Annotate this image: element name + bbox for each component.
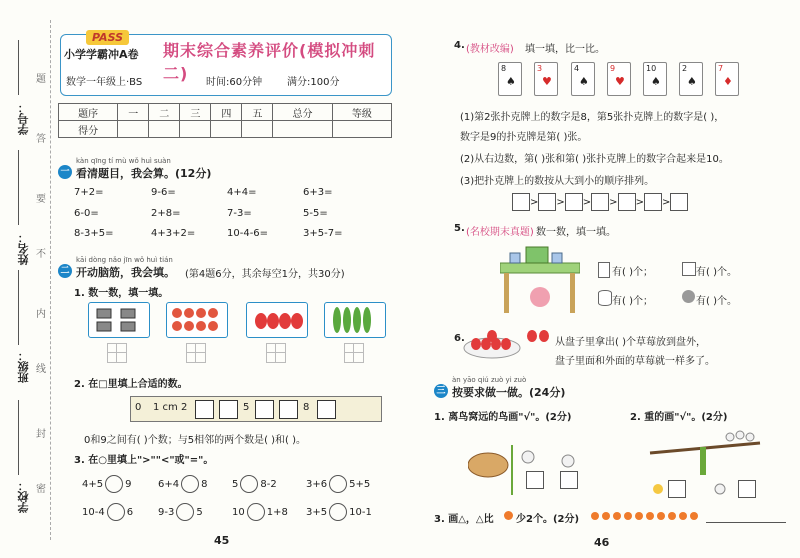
seal-char: 线 (36, 364, 46, 375)
q4-line2: 数字是9的扑克牌是第( )张。 (460, 132, 588, 143)
card-number: 3 (537, 64, 543, 73)
playing-card (715, 62, 739, 96)
ruler-label: 5 (243, 402, 250, 413)
shapes-picture (500, 245, 580, 315)
calc-item: 3+5-7= (303, 228, 343, 239)
sec2-title: 开动脑筋，我会填。 (76, 266, 175, 279)
ruler (130, 396, 382, 422)
ruler-blank[interactable] (219, 400, 238, 419)
score-header: 四 (211, 104, 242, 121)
seal-char: 密 (36, 484, 46, 495)
check-box[interactable] (560, 471, 578, 489)
sec3-q3-b: 少2个。(2分) (516, 514, 580, 525)
playing-card (643, 62, 667, 96)
sec3-q2: 2. 重的画"√"。(2分) (630, 412, 728, 423)
score-header: 三 (180, 104, 211, 121)
beans-picture (324, 302, 386, 338)
grade-label: 数学一年级上·BS (66, 77, 143, 88)
compare-left: 9-3 (158, 507, 175, 518)
card-number: 10 (646, 64, 657, 73)
q4-line3: (2)从右边数，第( )张和第( )张扑克牌上的数字合起来是10。 (460, 154, 729, 165)
q5-row2-a: 有( )个； (612, 296, 653, 307)
card-number: 9 (610, 64, 616, 73)
orange-dots-row (590, 511, 700, 521)
cuboid-icon (598, 262, 610, 278)
score-row-label: 得分 (59, 121, 118, 138)
seal-char: 题 (36, 74, 46, 85)
sec2-badge: 二 (58, 264, 72, 278)
sec1-pinyin: kàn qīng tí mù wǒ huì suàn (76, 157, 171, 165)
name-blank[interactable] (18, 150, 19, 225)
calc-item: 7+2= (74, 187, 104, 198)
strawberries-picture (246, 302, 308, 338)
sec1-badge: 一 (58, 165, 72, 179)
q6-label: 6. (454, 333, 465, 344)
sec3-q1: 1. 离鸟窝远的鸟画"√"。(2分) (434, 412, 572, 423)
school-blank[interactable] (18, 400, 19, 475)
playing-card (607, 62, 631, 96)
playing-card (571, 62, 595, 96)
check-box[interactable] (526, 471, 544, 489)
exam-title: 期末综合素养评价(模拟冲刺二) (163, 41, 376, 83)
q5-row2-b: 有( )个。 (696, 296, 737, 307)
calc-item: 2+8= (151, 208, 181, 219)
q5-tag: (名校期末真题) (466, 227, 534, 238)
spade-icon: ♠ (506, 75, 516, 88)
order-box[interactable] (538, 193, 556, 211)
compare-circle[interactable] (240, 475, 258, 493)
time-label: 时间:60分钟 (206, 77, 263, 88)
compare-left: 10 (232, 507, 245, 518)
answer-grid[interactable] (266, 343, 286, 363)
score-cell[interactable] (273, 121, 332, 138)
playing-card (498, 62, 522, 96)
order-box[interactable] (512, 193, 530, 211)
flower-icon (167, 303, 227, 337)
playing-card (679, 62, 703, 96)
score-table (58, 103, 392, 138)
order-box[interactable] (670, 193, 688, 211)
class-blank[interactable] (18, 270, 19, 345)
q5-row1-b: 有( )个。 (696, 267, 737, 278)
sec3-q3: 3. 画△，△比 (434, 514, 494, 525)
compare-right: 8 (201, 479, 208, 490)
student-id-label: 学号： (17, 102, 30, 135)
diamond-icon: ♦ (723, 75, 733, 88)
q4-text: 填一填，比一比。 (525, 44, 605, 55)
q5-label: 5. (454, 223, 465, 234)
compare-circle[interactable] (329, 475, 347, 493)
card-number: 8 (501, 64, 507, 73)
binding-line (50, 20, 51, 540)
page-number: 46 (594, 536, 610, 549)
score-header: 五 (242, 104, 273, 121)
score-cell[interactable] (211, 121, 242, 138)
order-row: > > > > > > (512, 193, 688, 211)
compare-item (306, 503, 372, 521)
calc-item: 5-5= (303, 208, 328, 219)
sec2-q2-text: 0和9之间有( )个数；与5相邻的两个数是( )和( )。 (84, 435, 307, 446)
compare-circle[interactable] (329, 503, 347, 521)
computers-picture (88, 302, 150, 338)
answer-grid[interactable] (344, 343, 364, 363)
seal-char: 不 (36, 249, 46, 260)
orange-dot-icon (504, 511, 513, 520)
answer-grid[interactable] (107, 343, 127, 363)
score-cell[interactable] (242, 121, 273, 138)
score-header: 一 (118, 104, 149, 121)
compare-right: 6 (126, 507, 134, 518)
page-number: 45 (214, 534, 230, 547)
ruler-blank[interactable] (255, 400, 274, 419)
sec2-q1: 1. 数一数，填一填。 (74, 288, 169, 299)
q4-line1: (1)第2张扑克牌上的数字是8，第5张扑克牌上的数字是( )， (460, 112, 725, 123)
seal-char: 答 (36, 134, 46, 145)
compare-circle[interactable] (105, 475, 123, 493)
compare-right: 5 (196, 507, 203, 518)
order-box[interactable] (618, 193, 636, 211)
calc-item: 4+3+2= (151, 228, 196, 239)
answer-line[interactable] (706, 522, 786, 523)
sec2-q3: 3. 在○里填上">""<"或"="。 (74, 455, 214, 466)
score-cell[interactable] (332, 121, 391, 138)
compare-circle[interactable] (176, 503, 194, 521)
school-label: 学校： (17, 480, 30, 513)
compare-right: 10-1 (349, 507, 372, 518)
strawberry-plate-picture (462, 326, 552, 360)
ruler-label: 8 (303, 402, 310, 413)
compare-item (232, 503, 288, 521)
score-header: 总分 (273, 104, 332, 121)
seal-char: 封 (36, 429, 46, 440)
q4-tag: (教材改编) (466, 44, 514, 55)
q5-row1-a: 有( )个； (612, 267, 653, 278)
ruler-label: 1 cm (153, 402, 178, 413)
compare-right: 5+5 (349, 479, 371, 490)
sec3-title: 按要求做一做。(24分) (452, 386, 566, 399)
compare-circle[interactable] (247, 503, 265, 521)
calc-item: 10-4-6= (227, 228, 269, 239)
compare-right: 9 (125, 479, 132, 490)
flowers-picture (166, 302, 228, 338)
heart-icon: ♥ (542, 75, 552, 88)
check-box[interactable] (668, 480, 686, 498)
sec2-pinyin: kāi dòng nǎo jīn wǒ huì tián (76, 256, 173, 264)
compare-item (158, 503, 203, 521)
card-number: 4 (574, 64, 580, 73)
ruler-blank[interactable] (195, 400, 214, 419)
compare-right: 8-2 (260, 479, 277, 490)
compare-item (306, 475, 370, 493)
seal-char: 内 (36, 309, 46, 320)
calc-item: 6-0= (74, 208, 99, 219)
card-number: 7 (718, 64, 724, 73)
student-id-blank[interactable] (18, 40, 19, 95)
calc-item: 4+4= (227, 187, 257, 198)
q6-line2: 盘子里面和外面的草莓就一样多了。 (555, 356, 715, 367)
sphere-icon (682, 290, 695, 303)
check-box[interactable] (738, 480, 756, 498)
compare-item (82, 475, 131, 493)
compare-left: 3+5 (306, 507, 328, 518)
q6-line1: 从盘子里拿出( )个草莓放到盘外， (555, 337, 706, 348)
sec2-q2: 2. 在□里填上合适的数。 (74, 379, 188, 390)
compare-item (82, 503, 133, 521)
ruler-label: 0 (135, 402, 142, 413)
q5-text: 数一数，填一填。 (536, 227, 616, 238)
sec3-badge: 三 (434, 384, 448, 398)
score-cell[interactable] (149, 121, 180, 138)
seal-char: 要 (36, 194, 46, 205)
order-box[interactable] (591, 193, 609, 211)
score-header: 等级 (332, 104, 391, 121)
compare-item (232, 475, 277, 493)
sec2-note: (第4题6分，其余每空1分，共30分) (185, 269, 345, 280)
compare-circle[interactable] (181, 475, 199, 493)
name-label: 姓名： (17, 232, 30, 265)
compare-left: 10-4 (82, 507, 105, 518)
spade-icon: ♠ (579, 75, 589, 88)
spade-icon: ♠ (687, 75, 697, 88)
order-box[interactable] (644, 193, 662, 211)
cylinder-icon (598, 290, 612, 306)
q4-label: 4. (454, 40, 465, 51)
score-cell[interactable] (118, 121, 149, 138)
ruler-blank[interactable] (317, 400, 336, 419)
calc-item: 7-3= (227, 208, 252, 219)
book-title: 小学学霸冲A卷 (64, 48, 139, 61)
compare-circle[interactable] (107, 503, 125, 521)
compare-item (158, 475, 207, 493)
pass-logo: PASS (86, 30, 129, 45)
playing-card (534, 62, 558, 96)
compare-right: 1+8 (266, 507, 288, 518)
full-score-label: 满分:100分 (287, 77, 340, 88)
calc-item: 6+3= (303, 187, 333, 198)
spade-icon: ♠ (651, 75, 661, 88)
ruler-blank[interactable] (279, 400, 298, 419)
order-box[interactable] (565, 193, 583, 211)
computer-icon (89, 303, 149, 337)
q4-line4: (3)把扑克牌上的数按从大到小的顺序排列。 (460, 176, 655, 187)
score-cell[interactable] (180, 121, 211, 138)
compare-left: 3+6 (306, 479, 328, 490)
bean-pod-icon (325, 303, 385, 337)
heart-icon: ♥ (615, 75, 625, 88)
ruler-label: 2 (181, 402, 188, 413)
calc-item: 8-3+5= (74, 228, 114, 239)
compare-left: 5 (232, 479, 239, 490)
calc-item: 9-6= (151, 187, 176, 198)
strawberry-icon (247, 303, 307, 337)
answer-grid[interactable] (186, 343, 206, 363)
cube-icon (682, 262, 696, 276)
compare-left: 6+4 (158, 479, 180, 490)
sec1-title: 看清题目，我会算。(12分) (76, 167, 212, 180)
score-header: 题序 (59, 104, 118, 121)
sec3-pinyin: àn yāo qiú zuò yi zuò (452, 376, 527, 384)
right-page (400, 0, 800, 558)
score-header: 二 (149, 104, 180, 121)
compare-left: 4+5 (82, 479, 104, 490)
class-label: 班级： (17, 350, 30, 383)
card-number: 2 (682, 64, 688, 73)
